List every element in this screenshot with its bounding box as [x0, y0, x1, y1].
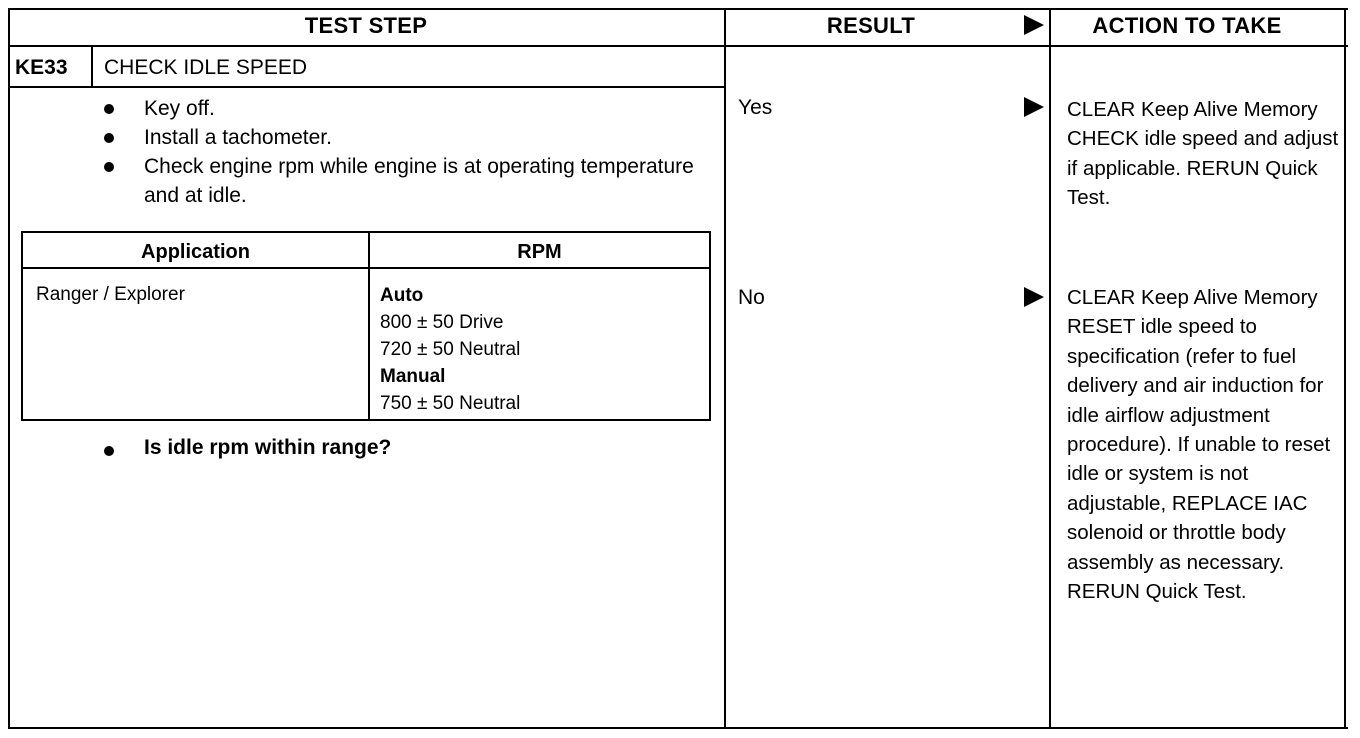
spec-application-value: Ranger / Explorer: [36, 284, 185, 305]
instruction-item: Install a tachometer.: [100, 123, 710, 152]
step-question: Is idle rpm within range?: [100, 436, 391, 460]
spec-manual-neutral: 750 ± 50 Neutral: [380, 393, 521, 414]
header-action: ACTION TO TAKE: [1092, 13, 1282, 38]
table-left-border: [8, 8, 10, 728]
result-yes-arrow-icon: [1024, 97, 1044, 117]
spec-header-rpm: RPM: [517, 241, 562, 263]
rpm-spec-table: [21, 231, 711, 421]
header-bottom-border: [8, 45, 1348, 47]
spec-auto-neutral: 720 ± 50 Neutral: [380, 339, 521, 360]
result-no-arrow-icon: [1024, 287, 1044, 307]
code-divider: [91, 46, 93, 87]
action-no: CLEAR Keep Alive Memory RESET idle speed to specification (refer to fuel delivery and air induction for idle airflow adjustment procedure). If unable to reset idle or system is not adjustable, REPLACE IAC solenoid or throttle body assembly as necessary. RERUN Quick Test.: [1067, 286, 1331, 604]
result-yes: Yes: [738, 96, 773, 119]
spec-header-divider: [23, 267, 709, 269]
table-bottom-border: [8, 727, 1348, 729]
spec-auto-drive: 800 ± 50 Drive: [380, 312, 504, 333]
header-arrow-icon: [1024, 15, 1044, 35]
step-code: KE33: [15, 56, 68, 79]
step-title-bottom-border: [8, 86, 725, 88]
instruction-item: Key off.: [100, 94, 710, 123]
result-no: No: [738, 286, 765, 309]
result-divider: [1049, 8, 1051, 728]
spec-auto-label: Auto: [380, 285, 424, 306]
table-top-border: [8, 8, 1348, 10]
header-test-step: TEST STEP: [304, 13, 428, 38]
spec-header-application: Application: [141, 241, 250, 263]
spec-rpm-values: [380, 282, 520, 417]
action-yes: CLEAR Keep Alive Memory CHECK idle speed and adjust if applicable. RERUN Quick Test.: [1067, 98, 1339, 210]
instruction-item: Check engine rpm while engine is at operating temperature and at idle.: [100, 152, 710, 210]
spec-manual-label: Manual: [380, 366, 446, 387]
header-result: RESULT: [826, 13, 916, 38]
step-title: CHECK IDLE SPEED: [104, 56, 308, 79]
test-step-divider: [724, 8, 726, 728]
instruction-list: [100, 94, 710, 210]
